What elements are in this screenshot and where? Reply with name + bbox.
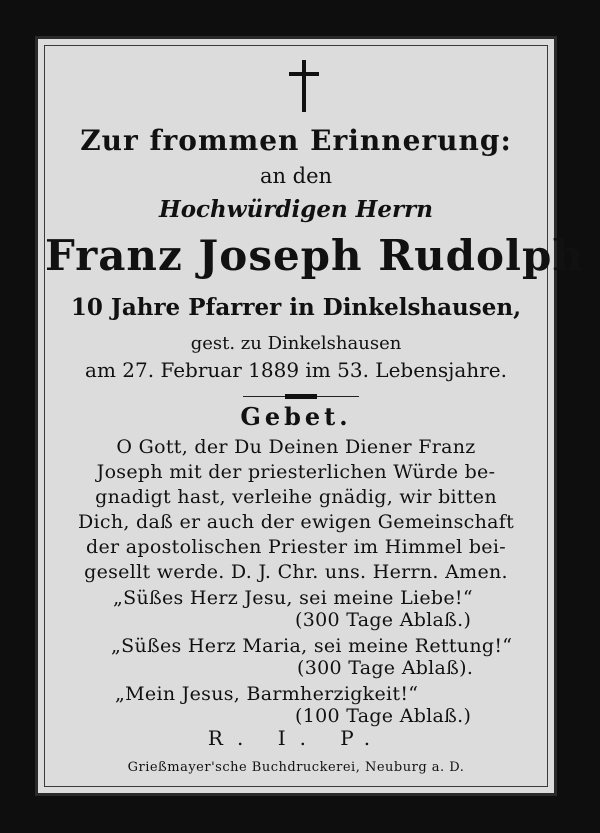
office-text: 10 Jahre Pfarrer in Dinkelshausen, <box>70 294 522 321</box>
inner-border <box>44 45 584 787</box>
invocation-maria: „Süßes Herz Maria, sei meine Rettung!“ <box>111 635 513 657</box>
prayer-line: O Gott, der Du Deinen Diener Franz <box>116 436 476 458</box>
title-honor: Hochwürdigen Herrn <box>158 196 434 223</box>
prayer-title: Gebet. <box>240 402 352 431</box>
an-den-text: an den <box>259 164 333 188</box>
prayer-line: Joseph mit der priesterlichen Würde be- <box>96 461 496 483</box>
prayer-line: der apostolischen Priester im Himmel bei- <box>86 536 506 558</box>
prayer-line: Dich, daß er auch der ewigen Gemeinschaft <box>77 511 515 533</box>
rip-text: R. I. P. <box>207 726 385 750</box>
prayer-line: gnadigt hast, verleihe gnädig, wir bitten <box>95 486 497 508</box>
divider-rule <box>243 392 359 402</box>
cross-icon <box>289 60 319 112</box>
deceased-name: Franz Joseph Rudolph <box>45 231 584 280</box>
indulgence-100: (100 Tage Ablaß.) <box>295 705 472 727</box>
death-place: gest. zu Dinkelshausen <box>190 333 402 354</box>
invocation-mercy: „Mein Jesus, Barmherzigkeit!“ <box>115 683 419 705</box>
memorial-card <box>35 36 584 796</box>
invocation-jesus: „Süßes Herz Jesu, sei meine Liebe!“ <box>113 587 473 609</box>
prayer-line: gesellt werde. D. J. Chr. uns. Herrn. Amen. <box>84 561 508 583</box>
indulgence-300-a: (300 Tage Ablaß.) <box>295 609 472 631</box>
heading: Zur frommen Erinnerung: <box>80 124 512 157</box>
death-date: am 27. Februar 1889 im 53. Lebensjahre. <box>85 358 507 382</box>
printer-imprint: Grießmayer'sche Buchdruckerei, Neuburg a. D. <box>127 760 465 775</box>
indulgence-300-b: (300 Tage Ablaß). <box>297 657 474 679</box>
